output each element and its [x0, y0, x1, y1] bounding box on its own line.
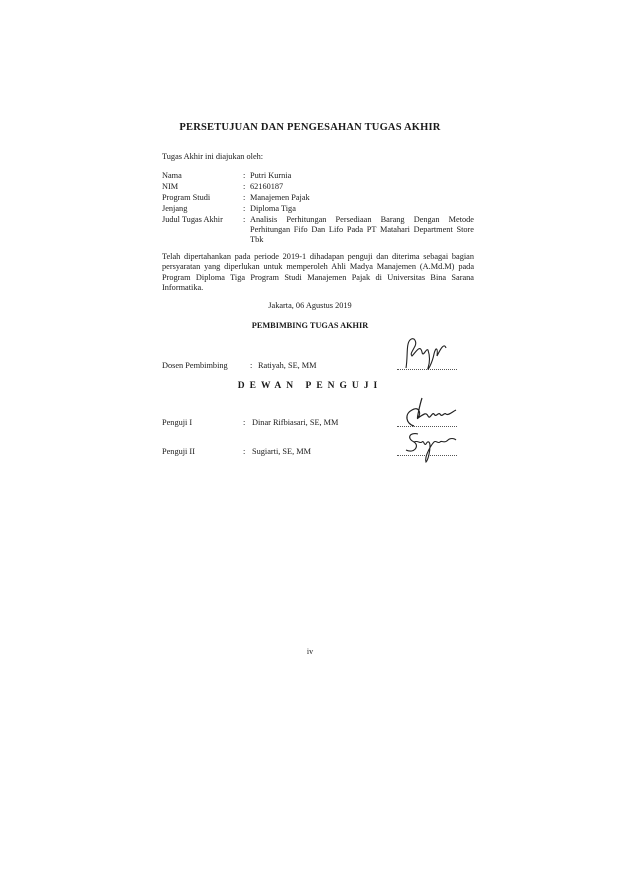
penguji1-name: Dinar Rifbiasari, SE, MM	[252, 418, 339, 427]
penguji2-name: Sugiarti, SE, MM	[252, 447, 312, 456]
signature-dosen	[400, 334, 460, 374]
dosen-name: Ratiyah, SE, MM	[258, 361, 317, 370]
place-date: Jakarta, 06 Agustus 2019	[268, 301, 352, 310]
colon-penguji1: :	[243, 418, 246, 427]
dewan-penguji-heading: DEWAN PENGUJI	[237, 381, 383, 391]
pembimbing-heading: PEMBIMBING TUGAS AKHIR	[251, 321, 369, 330]
field-label-prodi: Program Studi	[162, 193, 211, 202]
colon-prodi: :	[243, 193, 246, 202]
field-value-nim: 62160187	[250, 182, 284, 191]
field-value-prodi: Manajemen Pajak	[250, 193, 310, 202]
field-value-nama: Putri Kurnia	[250, 171, 292, 180]
colon-nama: :	[243, 171, 246, 180]
colon-jenjang: :	[243, 204, 246, 213]
approval-paragraph: Telah dipertahankan pada periode 2019-1 dihadapan penguji dan diterima sebagai bagian persyaratan yang diperlukan untuk memperoleh Ahli Madya Manajemen (A.Md.M) pada Program Diploma Tiga Program Studi Manajemen Pajak di Universitas Bina Sarana Informatika.	[162, 252, 474, 292]
penguji1-label: Penguji I	[162, 418, 193, 427]
penguji2-label: Penguji II	[162, 447, 195, 456]
field-label-nama: Nama	[162, 171, 182, 180]
field-value-jenjang: Diploma Tiga	[250, 204, 296, 213]
field-value-judul: Analisis Perhitungan Persediaan Barang Dengan Metode Perhitungan Fifo Dan Lifo Pada PT Matahari Department Store Tbk	[250, 215, 474, 244]
intro-text: Tugas Akhir ini diajukan oleh:	[162, 152, 264, 161]
field-label-jenjang: Jenjang	[162, 204, 188, 213]
signature-penguji2	[400, 426, 460, 466]
document-title: PERSETUJUAN DAN PENGESAHAN TUGAS AKHIR	[179, 122, 441, 133]
field-label-nim: NIM	[162, 182, 179, 191]
colon-dosen: :	[250, 361, 253, 370]
field-label-judul: Judul Tugas Akhir	[162, 215, 223, 224]
colon-judul: :	[243, 215, 246, 224]
colon-penguji2: :	[243, 447, 246, 456]
page-number: iv	[306, 647, 314, 656]
dosen-label: Dosen Pembimbing	[162, 361, 228, 370]
colon-nim: :	[243, 182, 246, 191]
